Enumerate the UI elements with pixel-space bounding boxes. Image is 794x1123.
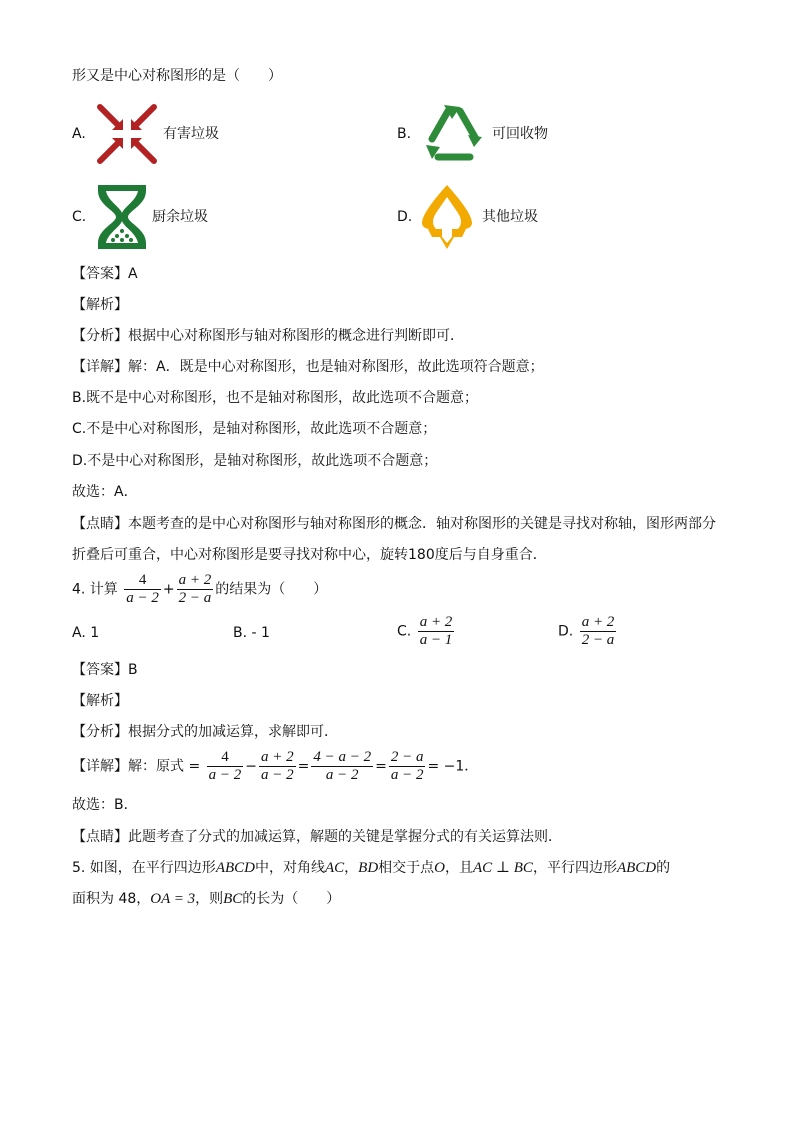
q4-jiexi: 【解析】 xyxy=(72,693,128,709)
q4-stem-tail: 的结果为（ ） xyxy=(215,581,328,598)
q5-text-1: 5. 如图，在平行四边形 xyxy=(72,860,216,876)
recyclable-icon xyxy=(422,101,486,165)
q5-oa: OA = 3 xyxy=(150,891,196,907)
q4-fraction-1 xyxy=(124,572,161,607)
q4-number: 4. 计算 xyxy=(72,581,118,598)
q3-line-b: B.既不是中心对称图形，也不是轴对称图形，故此选项不合题意； xyxy=(72,390,479,406)
q5-text-9: 的长为（ ） xyxy=(242,891,341,907)
q5-bd: BD xyxy=(358,860,379,876)
q5-point-o: O xyxy=(434,860,445,876)
q4-guxuan: 故选：B． xyxy=(72,797,138,813)
q3-option-c-letter: C. xyxy=(72,209,87,225)
q4-fenxi: 【分析】根据分式的加减运算，求解即可． xyxy=(72,724,338,740)
q3-option-a-label: 有害垃圾 xyxy=(163,126,219,142)
q4-xiangjie-prefix: 【详解】解：原式 = xyxy=(72,758,201,775)
q3-answer: 【答案】A xyxy=(72,266,138,282)
q4-option-c-num: a + 2 xyxy=(419,614,453,630)
q3-fenxi: 【分析】根据中心对称图形与轴对称图形的概念进行判断即可． xyxy=(72,328,464,344)
q4-fraction-1-num: 4 xyxy=(124,572,161,590)
q3-option-d-label: 其他垃圾 xyxy=(482,209,538,225)
q5-comma: ， xyxy=(344,860,359,876)
q4-option-d-letter: D. xyxy=(558,623,574,640)
q4-xiangjie xyxy=(72,749,478,784)
q4-fraction-1-den: a − 2 xyxy=(126,590,159,606)
q5-text-2: 中，对角线 xyxy=(254,860,325,876)
q5-bc: BC xyxy=(223,891,243,907)
q4-equals-2: = xyxy=(375,758,387,775)
q3-guxuan: 故选：A． xyxy=(72,484,138,500)
other-waste-icon xyxy=(418,183,476,251)
q5-perp: AC ⊥ BC xyxy=(473,860,533,876)
q4-step-1-num: 4 xyxy=(207,749,244,767)
q4-step-3-num: 4 − a − 2 xyxy=(313,749,372,765)
q4-option-c-letter: C. xyxy=(397,623,412,640)
q4-answer: 【答案】B xyxy=(72,662,138,678)
q5-text-4: ，且 xyxy=(445,860,473,876)
q4-step-1 xyxy=(207,749,244,784)
q4-option-c-fraction xyxy=(418,614,455,649)
q4-step-4 xyxy=(389,749,426,784)
q4-step-1-den: a − 2 xyxy=(208,767,242,783)
q3-option-c-label: 厨余垃圾 xyxy=(152,209,208,225)
harmful-waste-icon xyxy=(96,103,158,165)
q4-option-d-den: 2 − a xyxy=(581,632,615,648)
q4-option-a: A. 1 xyxy=(72,625,100,641)
q3-line-d: D.不是中心对称图形，是轴对称图形，故此选项不合题意； xyxy=(72,453,438,469)
q3-option-a-letter: A. xyxy=(72,126,86,142)
q4-option-c xyxy=(397,614,456,649)
q4-dianjing: 【点睛】此题考查了分式的加减运算，解题的关键是掌握分式的有关运算法则． xyxy=(72,829,562,845)
q5-ac: AC xyxy=(324,860,345,876)
q4-equals-1: = xyxy=(297,758,310,775)
q4-fraction-2 xyxy=(177,572,214,607)
q4-minus: − xyxy=(245,758,257,775)
q5-text-8: ，则 xyxy=(195,891,224,907)
q4-step-2-den: a − 2 xyxy=(261,767,294,783)
q4-fraction-2-num: a + 2 xyxy=(178,572,212,588)
q5-line-2 xyxy=(72,889,340,909)
q3-jiexi: 【解析】 xyxy=(72,297,128,313)
kitchen-waste-icon xyxy=(96,183,148,251)
q4-step-3-den: a − 2 xyxy=(325,767,359,783)
q4-step-2-num: a + 2 xyxy=(261,749,294,765)
q5-text-6: 的 xyxy=(656,860,671,876)
q5-text-7: 面积为 48， xyxy=(72,891,151,907)
q3-xiangjie: 【详解】解：A．既是中心对称图形，也是轴对称图形，故此选项符合题意； xyxy=(72,359,544,375)
q4-step-3 xyxy=(311,749,373,784)
q4-step-4-num: 2 − a xyxy=(390,749,424,765)
q5-abcd-2: ABCD xyxy=(616,860,657,876)
q4-result: = −1． xyxy=(427,758,479,775)
q3-option-d-letter: D. xyxy=(397,209,413,225)
q4-fraction-2-den: 2 − a xyxy=(178,590,212,606)
q5-line-1 xyxy=(72,858,670,878)
q4-option-c-den: a − 1 xyxy=(419,632,453,648)
q4-option-b: B. - 1 xyxy=(233,625,270,641)
q4-option-d xyxy=(558,614,618,649)
q4-option-d-num: a + 2 xyxy=(581,614,615,630)
q5-text-5: ，平行四边形 xyxy=(532,860,617,876)
q4-stem xyxy=(72,572,327,607)
q3-dianjing-1: 【点睛】本题考查的是中心对称图形与轴对称图形的概念．轴对称图形的关键是寻找对称轴，图形两部分 xyxy=(72,516,716,532)
q4-plus: + xyxy=(162,581,175,598)
q4-step-2 xyxy=(259,749,296,784)
q3-line-c: C.不是中心对称图形，是轴对称图形，故此选项不合题意； xyxy=(72,421,437,437)
q4-option-d-fraction xyxy=(580,614,617,649)
q5-text-3: 相交于点 xyxy=(378,860,435,876)
q3-dianjing-2: 折叠后可重合，中心对称图形是要寻找对称中心，旋转180度后与自身重合． xyxy=(72,547,547,563)
q3-option-b-letter: B. xyxy=(397,126,412,142)
q3-stem-tail: 形又是中心对称图形的是（ ） xyxy=(72,68,282,84)
q5-abcd: ABCD xyxy=(215,860,255,876)
q3-option-b-label: 可回收物 xyxy=(492,126,548,142)
q4-step-4-den: a − 2 xyxy=(390,767,424,783)
